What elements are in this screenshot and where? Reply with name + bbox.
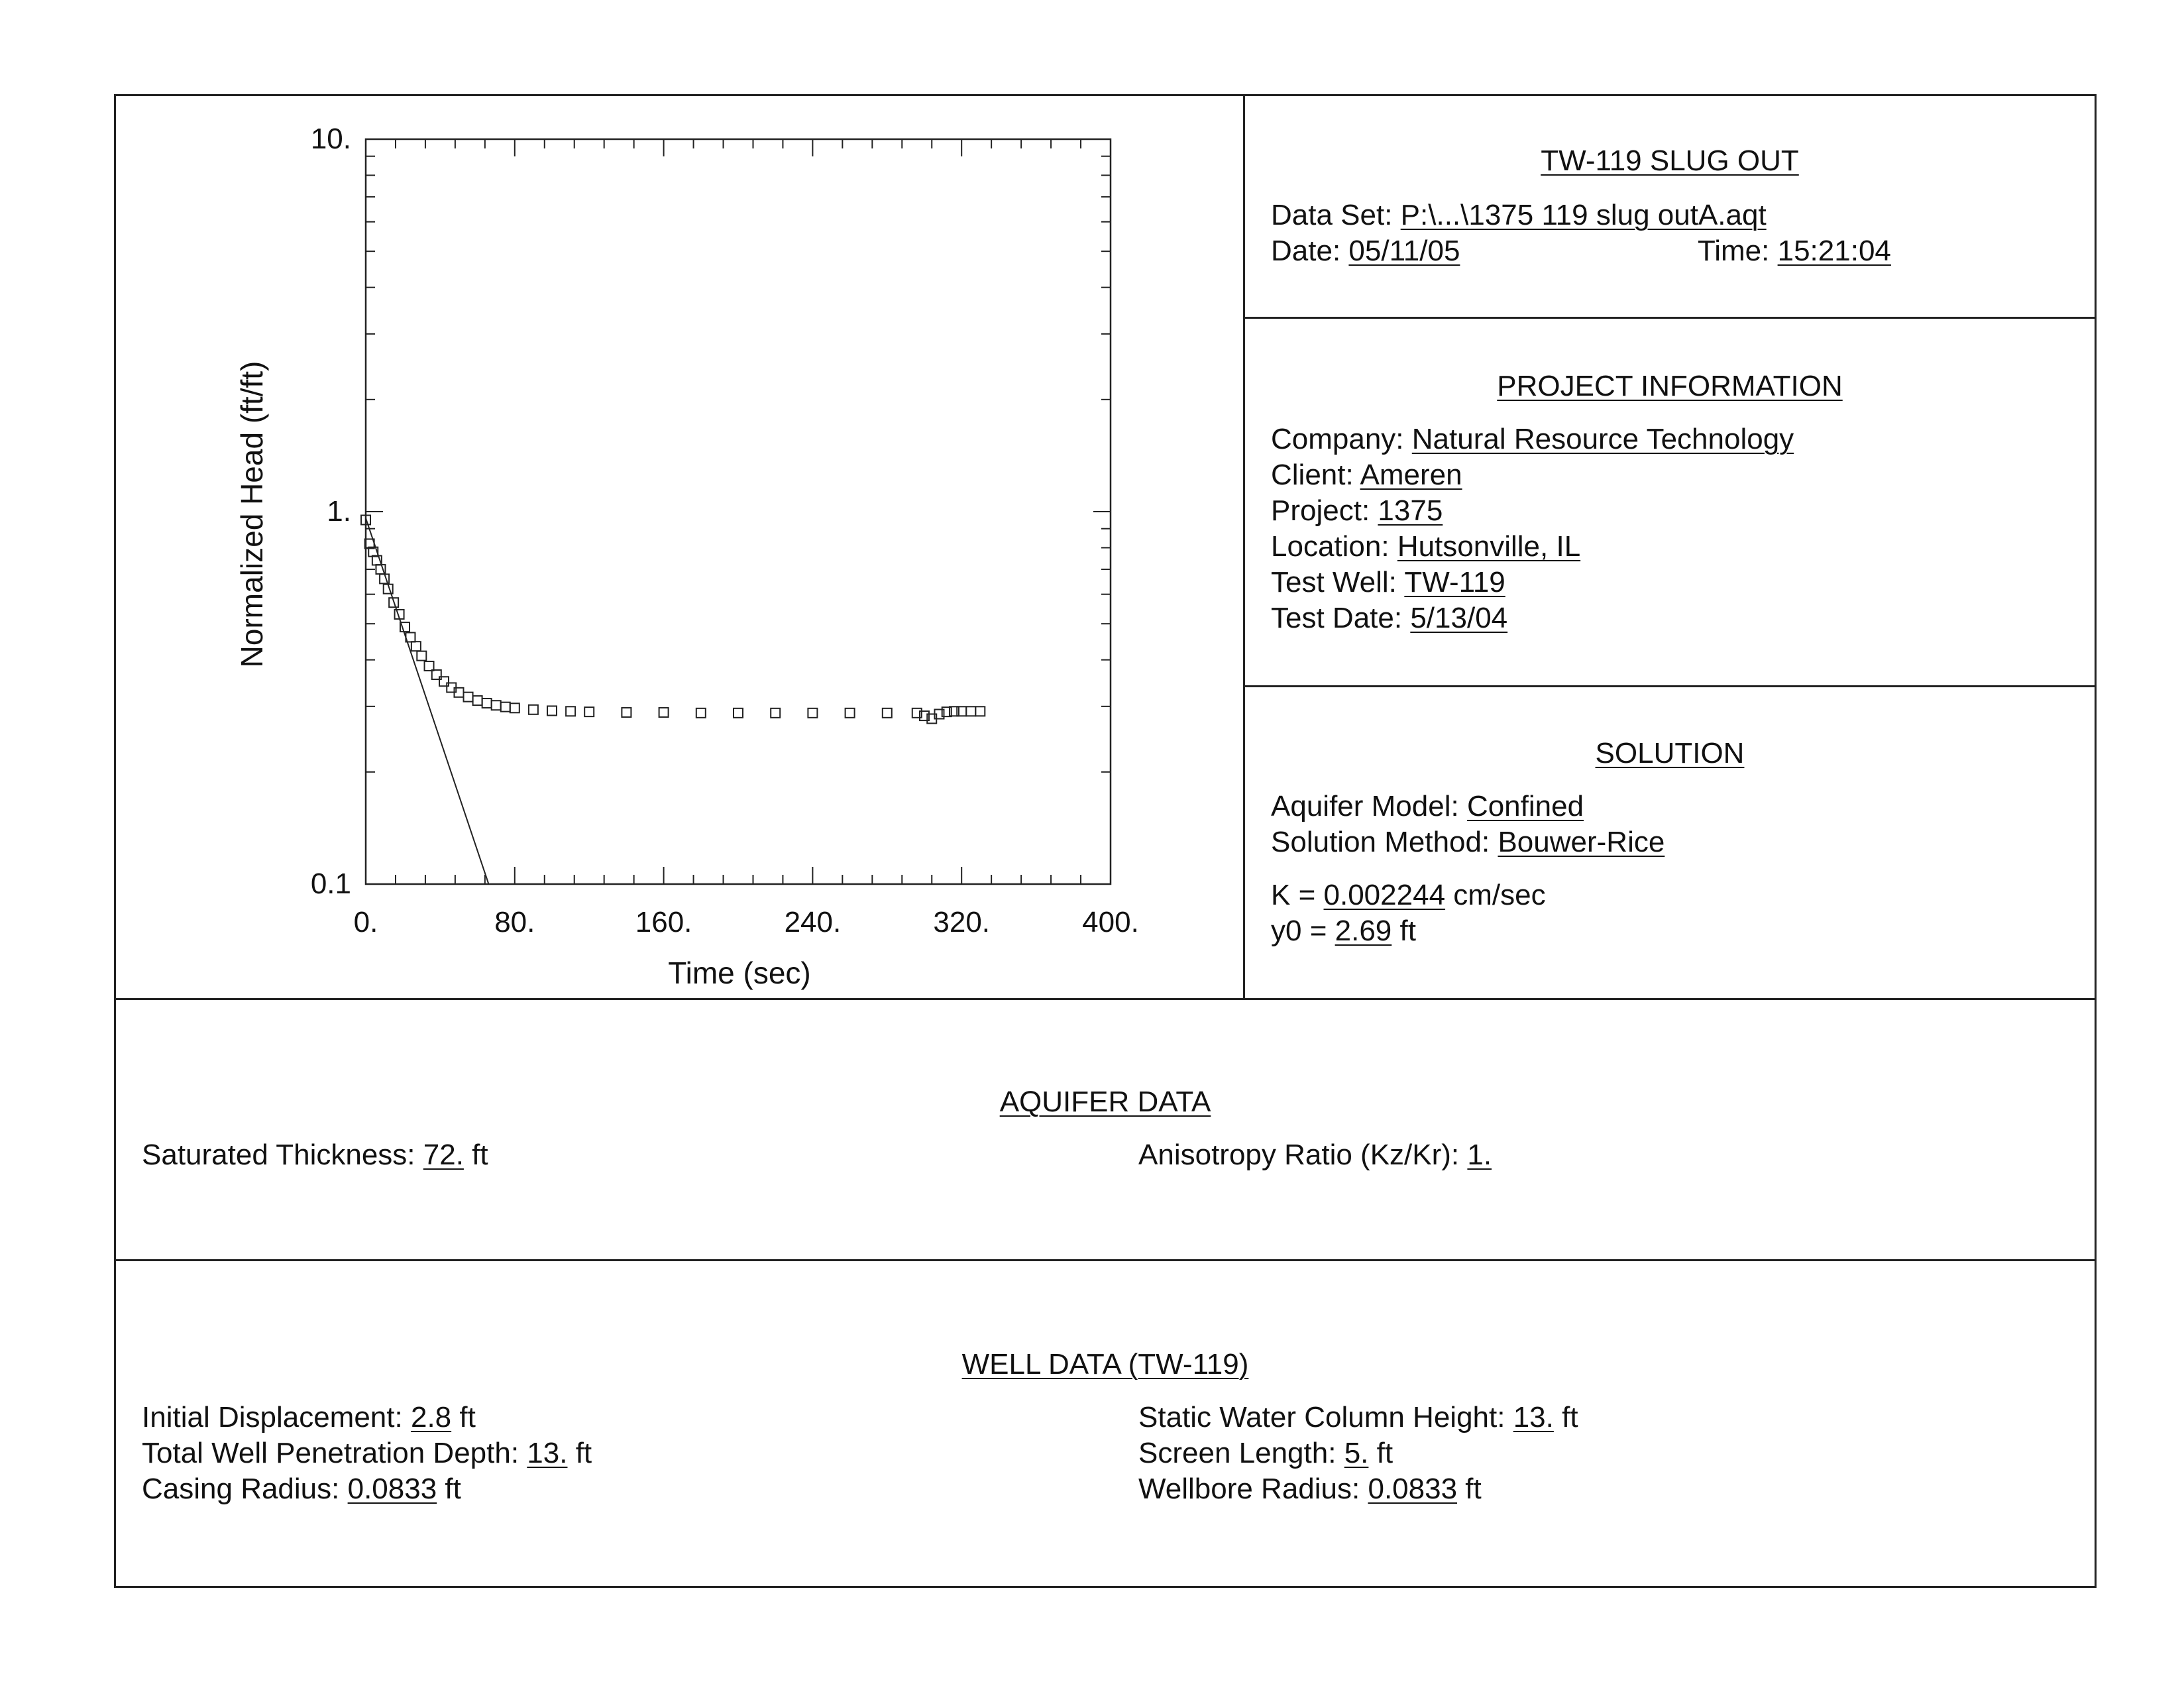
sat-thickness-value: 72. bbox=[423, 1139, 464, 1171]
anisotropy-value: 1. bbox=[1467, 1139, 1492, 1171]
data-point bbox=[501, 702, 510, 712]
test-well-label: Test Well: bbox=[1271, 566, 1397, 598]
test-date-row bbox=[1271, 600, 1507, 636]
y-axis-title: Normalized Head (ft/ft) bbox=[235, 361, 269, 668]
x-tick-label: 0. bbox=[353, 906, 378, 938]
project-title: PROJECT INFORMATION bbox=[1497, 370, 1843, 402]
data-point bbox=[482, 699, 492, 708]
location-value: Hutsonville, IL bbox=[1397, 530, 1581, 563]
data-point bbox=[529, 705, 538, 714]
data-point bbox=[510, 703, 519, 712]
divider-top-section bbox=[114, 998, 2097, 1000]
data-point bbox=[966, 706, 975, 716]
init-disp-unit: ft bbox=[459, 1401, 476, 1433]
method-value: Bouwer-Rice bbox=[1498, 826, 1665, 858]
data-point bbox=[584, 707, 594, 716]
screen-label: Screen Length: bbox=[1138, 1437, 1337, 1469]
location-row bbox=[1271, 529, 1580, 565]
sat-thickness-label: Saturated Thickness: bbox=[142, 1139, 415, 1171]
test-well-value: TW-119 bbox=[1404, 566, 1505, 598]
x-axis-title: Time (sec) bbox=[668, 956, 811, 990]
date-value: 05/11/05 bbox=[1348, 235, 1460, 267]
init-disp-value: 2.8 bbox=[410, 1401, 452, 1433]
project-row bbox=[1271, 493, 1443, 529]
data-point bbox=[808, 708, 817, 718]
client-label: Client: bbox=[1271, 459, 1354, 491]
wellbore-unit: ft bbox=[1465, 1473, 1482, 1505]
k-value: 0.002244 bbox=[1323, 879, 1446, 911]
anisotropy-row bbox=[1138, 1137, 1492, 1173]
casing-row bbox=[142, 1471, 461, 1507]
date-label: Date: bbox=[1271, 235, 1341, 267]
penetration-row bbox=[142, 1435, 592, 1471]
init-disp-row bbox=[142, 1400, 476, 1435]
penetration-value: 13. bbox=[527, 1437, 568, 1469]
k-label: K = bbox=[1271, 879, 1316, 911]
aquifer-model-value: Confined bbox=[1466, 790, 1584, 822]
company-label: Company: bbox=[1271, 423, 1404, 455]
report-title: TW-119 SLUG OUT bbox=[1541, 144, 1799, 177]
data-point bbox=[696, 708, 706, 718]
y0-value: 2.69 bbox=[1335, 915, 1392, 947]
data-point bbox=[492, 701, 501, 710]
x-tick-label: 400. bbox=[1082, 906, 1139, 938]
init-disp-label: Initial Displacement: bbox=[142, 1401, 403, 1433]
data-point bbox=[464, 693, 473, 702]
y0-unit: ft bbox=[1399, 915, 1416, 947]
penetration-label: Total Well Penetration Depth: bbox=[142, 1437, 519, 1469]
normalized-head-chart bbox=[0, 0, 1243, 998]
data-point bbox=[846, 708, 855, 718]
casing-label: Casing Radius: bbox=[142, 1473, 340, 1505]
anisotropy-label: Anisotropy Ratio (Kz/Kr): bbox=[1138, 1139, 1460, 1171]
data-set-row bbox=[1271, 197, 1767, 233]
test-date-value: 5/13/04 bbox=[1410, 602, 1508, 634]
data-point bbox=[883, 708, 892, 718]
static-value: 13. bbox=[1513, 1401, 1554, 1433]
sat-thickness-row bbox=[142, 1137, 488, 1173]
static-label: Static Water Column Height: bbox=[1138, 1401, 1505, 1433]
x-tick-label: 320. bbox=[933, 906, 991, 938]
divider-aquifer bbox=[114, 1259, 2097, 1261]
solution-title: SOLUTION bbox=[1595, 737, 1745, 769]
y-tick-label: 1. bbox=[327, 495, 351, 528]
wellbore-value: 0.0833 bbox=[1368, 1473, 1458, 1505]
data-point bbox=[473, 696, 482, 705]
screen-value: 5. bbox=[1344, 1437, 1369, 1469]
wellbore-row bbox=[1138, 1471, 1482, 1507]
date-row bbox=[1271, 233, 1460, 269]
data-point bbox=[566, 706, 575, 716]
static-row bbox=[1138, 1400, 1578, 1435]
project-value: 1375 bbox=[1378, 494, 1443, 527]
time-value: 15:21:04 bbox=[1777, 235, 1891, 267]
aquifer-model-label: Aquifer Model: bbox=[1271, 790, 1459, 822]
method-label: Solution Method: bbox=[1271, 826, 1490, 858]
y0-row bbox=[1271, 913, 1416, 949]
data-point bbox=[547, 706, 557, 715]
x-tick-label: 80. bbox=[494, 906, 535, 938]
company-value: Natural Resource Technology bbox=[1411, 423, 1794, 455]
aquifer-model-row bbox=[1271, 789, 1584, 824]
time-label: Time: bbox=[1698, 235, 1770, 267]
data-point bbox=[659, 708, 669, 717]
casing-unit: ft bbox=[445, 1473, 461, 1505]
y0-label: y0 = bbox=[1271, 915, 1327, 947]
screen-row bbox=[1138, 1435, 1393, 1471]
static-unit: ft bbox=[1562, 1401, 1578, 1433]
sat-thickness-unit: ft bbox=[472, 1139, 488, 1171]
data-point bbox=[771, 708, 780, 718]
company-row bbox=[1271, 422, 1794, 457]
wellbore-label: Wellbore Radius: bbox=[1138, 1473, 1360, 1505]
k-unit: cm/sec bbox=[1453, 879, 1546, 911]
time-row bbox=[1698, 233, 1891, 269]
data-set-label: Data Set: bbox=[1271, 199, 1393, 231]
screen-unit: ft bbox=[1376, 1437, 1393, 1469]
test-date-label: Test Date: bbox=[1271, 602, 1403, 634]
test-well-row bbox=[1271, 565, 1505, 600]
data-point bbox=[411, 642, 421, 651]
data-set-value: P:\...\1375 119 slug outA.aqt bbox=[1400, 199, 1767, 231]
project-label: Project: bbox=[1271, 494, 1370, 527]
k-row bbox=[1271, 877, 1546, 913]
method-row bbox=[1271, 824, 1665, 860]
x-tick-label: 160. bbox=[635, 906, 692, 938]
client-value: Ameren bbox=[1360, 459, 1462, 491]
data-point bbox=[425, 661, 434, 671]
plot-area-border bbox=[366, 139, 1111, 884]
data-point bbox=[417, 651, 426, 661]
well-data-title: WELL DATA (TW-119) bbox=[961, 1348, 1249, 1380]
client-row bbox=[1271, 457, 1462, 493]
data-point bbox=[622, 708, 631, 717]
data-point bbox=[734, 708, 743, 718]
casing-value: 0.0833 bbox=[347, 1473, 437, 1505]
divider-vertical bbox=[1243, 94, 1245, 1000]
divider-project bbox=[1243, 685, 2097, 687]
x-tick-label: 240. bbox=[784, 906, 842, 938]
aquifer-data-title: AQUIFER DATA bbox=[999, 1086, 1211, 1118]
divider-header bbox=[1243, 317, 2097, 319]
y-tick-label: 10. bbox=[310, 123, 351, 155]
data-point bbox=[975, 706, 985, 716]
location-label: Location: bbox=[1271, 530, 1390, 563]
y-tick-label: 0.1 bbox=[310, 868, 351, 900]
penetration-unit: ft bbox=[575, 1437, 592, 1469]
